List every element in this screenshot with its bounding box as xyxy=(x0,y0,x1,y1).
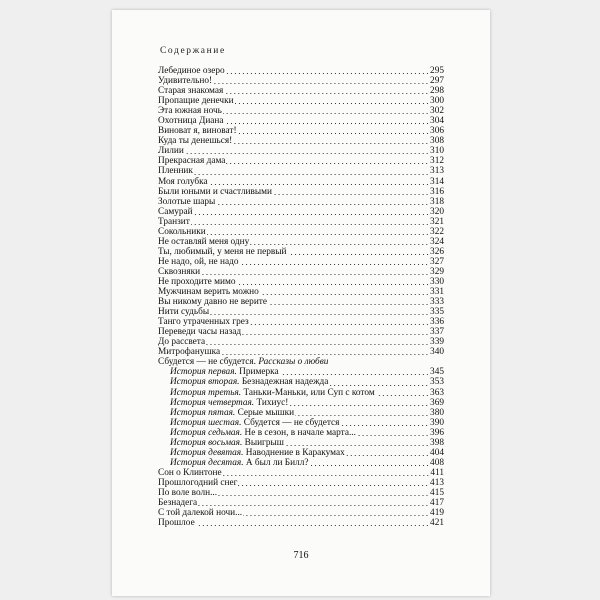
entry-page-number: 295 xyxy=(430,66,444,76)
entry-title: Прекрасная дама xyxy=(158,156,226,167)
book-page xyxy=(112,10,490,596)
entry-title xyxy=(170,458,309,468)
entry-title: Сон о Клинтоне xyxy=(158,467,222,478)
entry-title: Прошлое xyxy=(158,518,195,529)
entry-title: Лебединое озеро xyxy=(158,66,225,76)
toc-heading: Содержание xyxy=(160,46,226,56)
section-title: Сбудется — не сбудется. xyxy=(158,357,256,368)
story-title: А был ли Билл? xyxy=(245,457,309,468)
entry-title: Старая знакомая xyxy=(158,86,224,97)
toc-entry xyxy=(158,126,444,136)
dot-leader xyxy=(198,505,429,506)
story-title: Не в сезон, в начале марта... xyxy=(244,427,356,438)
entry-page-number: 408 xyxy=(430,457,444,468)
dot-leader xyxy=(235,103,429,104)
entry-page-number: 302 xyxy=(430,106,444,117)
entry-title: Безнадега xyxy=(158,498,198,509)
toc-entry xyxy=(158,337,444,347)
dot-leader xyxy=(194,174,429,175)
dot-leader xyxy=(238,133,429,134)
toc-story-entry xyxy=(158,408,444,418)
entry-title: Моя голубка xyxy=(158,176,208,187)
toc-entry xyxy=(158,488,444,498)
entry-page-number: 369 xyxy=(430,397,444,408)
toc-entry xyxy=(158,498,444,508)
entry-page-number: 353 xyxy=(430,377,444,388)
dot-leader xyxy=(201,274,429,275)
toc-entry xyxy=(158,327,444,337)
toc-story-entry xyxy=(158,418,444,428)
toc-story-entry xyxy=(158,367,444,377)
entry-page-number: 297 xyxy=(430,76,444,87)
dot-leader xyxy=(239,264,429,265)
dot-leader xyxy=(376,395,429,396)
entry-page-number: 404 xyxy=(430,447,444,458)
toc-entry xyxy=(158,187,444,197)
entry-page-number: 316 xyxy=(430,186,444,197)
entry-page-number: 335 xyxy=(430,307,444,318)
dot-leader xyxy=(224,93,429,94)
entry-title: Сокольники xyxy=(158,226,206,237)
entry-title xyxy=(170,367,279,377)
dot-leader xyxy=(285,445,429,446)
entry-page-number: 331 xyxy=(430,287,444,298)
toc-entry xyxy=(158,307,444,317)
story-title: Выигрыш xyxy=(244,437,284,448)
toc-entry xyxy=(158,106,444,116)
dot-leader xyxy=(237,284,430,285)
dot-leader xyxy=(260,294,429,295)
dot-leader xyxy=(242,334,429,335)
entry-page-number: 421 xyxy=(430,518,444,529)
toc-story-entry xyxy=(158,398,444,408)
entry-page-number: 324 xyxy=(430,236,444,247)
entry-page-number: 306 xyxy=(430,126,444,137)
dot-leader xyxy=(357,435,429,436)
toc-entry xyxy=(158,508,444,518)
dot-leader xyxy=(223,113,429,114)
entry-title: Были юными и счастливыми xyxy=(158,186,272,197)
dot-leader xyxy=(238,485,429,486)
toc-entry xyxy=(158,217,444,227)
toc-story-entry xyxy=(158,377,444,387)
entry-page-number: 314 xyxy=(430,176,444,187)
dot-leader xyxy=(223,475,430,476)
toc-story-entry xyxy=(158,458,444,468)
toc-entry xyxy=(158,237,444,247)
story-title: Безнадежная надежда xyxy=(241,377,329,388)
entry-title xyxy=(158,357,328,367)
entry-page-number: 337 xyxy=(430,327,444,338)
entry-title xyxy=(170,408,294,418)
entry-title xyxy=(170,388,375,398)
entry-page-number: 413 xyxy=(430,477,444,488)
dot-leader xyxy=(209,184,429,185)
table-of-contents xyxy=(158,66,444,528)
toc-entry xyxy=(158,468,444,478)
entry-title: Переведи часы назад xyxy=(158,327,242,338)
entry-title xyxy=(170,448,345,458)
dot-leader xyxy=(185,153,429,154)
entry-title: Митрофанушка xyxy=(158,347,221,358)
story-title: Серые мышки xyxy=(237,407,295,418)
toc-entry xyxy=(158,156,444,166)
entry-title: Не надо, ой, не надо xyxy=(158,256,239,267)
toc-entry xyxy=(158,76,444,86)
dot-leader xyxy=(250,324,429,325)
entry-title: Лилии xyxy=(158,146,184,157)
story-title: Тихиус! xyxy=(256,397,289,408)
toc-entry xyxy=(158,197,444,207)
entry-title: Самурай xyxy=(158,206,193,217)
entry-page-number: 340 xyxy=(430,347,444,358)
dot-leader xyxy=(210,314,429,315)
toc-entry xyxy=(158,287,444,297)
toc-story-entry xyxy=(158,448,444,458)
entry-title: Пленник xyxy=(158,166,193,177)
entry-page-number: 390 xyxy=(430,417,444,428)
section-subtitle: Рассказы о любви xyxy=(258,357,329,368)
dot-leader xyxy=(194,214,429,215)
entry-title: Танго утраченных грез xyxy=(158,317,249,328)
entry-title: Пропащие денечки xyxy=(158,96,234,107)
dot-leader xyxy=(218,495,429,496)
entry-page-number: 320 xyxy=(430,206,444,217)
story-label: История вторая. xyxy=(170,377,240,388)
toc-entry xyxy=(158,518,444,528)
story-title: Примерка xyxy=(239,367,279,378)
entry-page-number: 336 xyxy=(430,317,444,328)
entry-title xyxy=(170,428,356,438)
entry-title: Транзит xyxy=(158,216,190,227)
dot-leader xyxy=(273,194,429,195)
story-label: История восьмая. xyxy=(170,437,243,448)
toc-entry xyxy=(158,267,444,277)
dot-leader xyxy=(191,224,429,225)
entry-page-number: 415 xyxy=(430,487,444,498)
entry-page-number: 330 xyxy=(430,276,444,287)
dot-leader xyxy=(206,344,429,345)
dot-leader xyxy=(207,234,429,235)
entry-title: Сквозняки xyxy=(158,266,201,277)
dot-leader xyxy=(288,254,430,255)
entry-page-number: 380 xyxy=(430,407,444,418)
dot-leader xyxy=(225,123,430,124)
dot-leader xyxy=(213,83,429,84)
story-label: История четвертая. xyxy=(170,397,255,408)
entry-page-number: 326 xyxy=(430,246,444,257)
entry-page-number: 321 xyxy=(430,216,444,227)
dot-leader xyxy=(329,385,429,386)
entry-title: Виноват я, виноват! xyxy=(158,126,237,137)
story-label: История первая. xyxy=(170,367,237,378)
toc-entry xyxy=(158,116,444,126)
entry-title: Мужчинам верить можно xyxy=(158,287,259,298)
entry-page-number: 363 xyxy=(430,387,444,398)
story-label: История пятая. xyxy=(170,407,236,418)
toc-entry xyxy=(158,177,444,187)
toc-story-entry xyxy=(158,438,444,448)
toc-entry xyxy=(158,277,444,287)
dot-leader xyxy=(196,525,429,526)
dot-leader xyxy=(268,304,429,305)
dot-leader xyxy=(250,244,429,245)
page-number: 716 xyxy=(293,550,309,561)
entry-page-number: 419 xyxy=(430,508,444,519)
entry-title: Ты, любимый, у меня не первый xyxy=(158,246,287,257)
entry-title: Нити судьбы xyxy=(158,307,210,318)
entry-title: Удивительно! xyxy=(158,76,213,87)
entry-page-number: 308 xyxy=(430,136,444,147)
story-label: История третья. xyxy=(170,387,242,398)
entry-title: По воле волн... xyxy=(158,487,218,498)
entry-page-number: 322 xyxy=(430,226,444,237)
entry-title xyxy=(170,398,288,408)
story-label: История десятая. xyxy=(170,457,244,468)
entry-page-number: 312 xyxy=(430,156,444,167)
entry-title: До рассвета xyxy=(158,337,206,348)
entry-title: Не проходите мимо xyxy=(158,276,236,287)
entry-title xyxy=(170,438,284,448)
entry-title: Эта южная ночь xyxy=(158,106,222,117)
entry-page-number: 300 xyxy=(430,96,444,107)
toc-entry xyxy=(158,347,444,357)
entry-page-number: 333 xyxy=(430,297,444,308)
entry-page-number: 304 xyxy=(430,116,444,127)
toc-entry xyxy=(158,166,444,176)
entry-page-number: 411 xyxy=(430,467,444,478)
toc-entry xyxy=(158,86,444,96)
dot-leader xyxy=(226,73,429,74)
entry-page-number: 329 xyxy=(430,266,444,277)
entry-title xyxy=(170,377,328,387)
story-title: Таньки-Маньки, или Суп с котом xyxy=(243,387,375,398)
entry-page-number: 345 xyxy=(430,367,444,378)
entry-page-number: 396 xyxy=(430,427,444,438)
toc-story-entry xyxy=(158,428,444,438)
entry-page-number: 398 xyxy=(430,437,444,448)
entry-title: Охотница Диана xyxy=(158,116,224,127)
toc-entry xyxy=(158,257,444,267)
toc-entry xyxy=(158,317,444,327)
dot-leader xyxy=(289,405,429,406)
toc-entry xyxy=(158,478,444,488)
toc-entry xyxy=(158,247,444,257)
entry-title: Прошлогодний снег xyxy=(158,477,238,488)
dot-leader xyxy=(243,515,429,516)
story-label: История седьмая. xyxy=(170,427,243,438)
entry-page-number: 339 xyxy=(430,337,444,348)
entry-page-number: 310 xyxy=(430,146,444,157)
toc-entry xyxy=(158,207,444,217)
toc-entry xyxy=(158,96,444,106)
dot-leader xyxy=(346,455,429,456)
story-title: Наводнение в Каракумах xyxy=(245,447,345,458)
dot-leader xyxy=(280,374,429,375)
story-title: Сбудется — не сбудется xyxy=(243,417,340,428)
toc-story-entry xyxy=(158,388,444,398)
dot-leader xyxy=(226,163,429,164)
entry-page-number: 417 xyxy=(430,498,444,509)
toc-entry xyxy=(158,136,444,146)
entry-title: Вы никому давно не верите xyxy=(158,297,267,308)
toc-entry xyxy=(158,297,444,307)
toc-entry xyxy=(158,227,444,237)
dot-leader xyxy=(295,415,429,416)
entry-page-number: 318 xyxy=(430,196,444,207)
entry-title: Не оставляй меня одну xyxy=(158,236,250,247)
dot-leader xyxy=(216,204,429,205)
entry-page-number: 313 xyxy=(430,166,444,177)
dot-leader xyxy=(221,354,429,355)
entry-title: Куда ты денешься! xyxy=(158,136,233,147)
dot-leader xyxy=(310,465,430,466)
toc-entry xyxy=(158,66,444,76)
entry-page-number: 298 xyxy=(430,86,444,97)
story-label: История шестая. xyxy=(170,417,242,428)
dot-leader xyxy=(233,143,429,144)
toc-section xyxy=(158,357,444,367)
toc-entry xyxy=(158,146,444,156)
entry-page-number: 327 xyxy=(430,256,444,267)
entry-title: Золотые шары xyxy=(158,196,216,207)
story-label: История девятая. xyxy=(170,447,244,458)
dot-leader xyxy=(340,425,429,426)
entry-title xyxy=(170,418,339,428)
entry-title: С той далекой ночи... xyxy=(158,508,243,519)
